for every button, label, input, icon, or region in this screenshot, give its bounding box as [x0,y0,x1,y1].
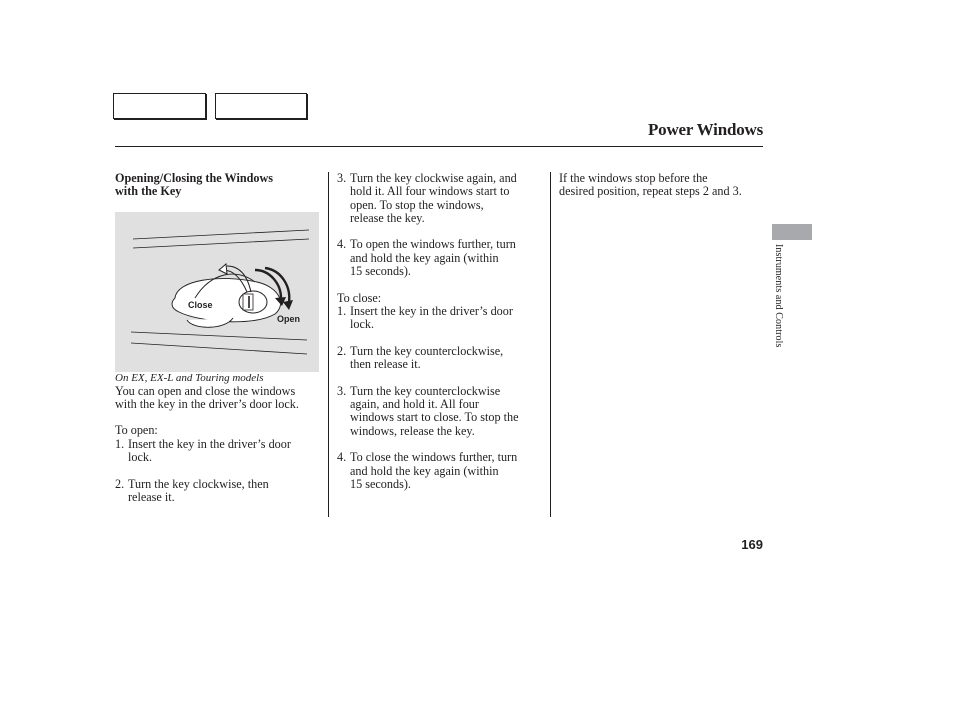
list-item: 3. Turn the key clockwise again, and hold it. All four windows start to open. To stop the windows, release the key. [337,171,517,225]
list-item: 4. To close the windows further, turn and hold the key again (within 15 seconds). [337,450,518,491]
list-item: 4. To open the windows further, turn and hold the key again (within 15 seconds). [337,237,516,279]
column-2 [337,172,543,491]
list-item: 3. Turn the key counterclockwise again, and hold it. All four windows start to close. To stop the windows, release the key. [337,383,519,438]
section-tab-marker [772,224,812,240]
section-heading: Opening/Closing the Windows with the Key [115,171,274,199]
next-page-button[interactable] [215,93,307,119]
to-open-heading: To open: [115,423,158,438]
header-rule [115,146,763,147]
page-number: 169 [741,537,763,552]
column-divider [550,172,551,517]
list-item: 1. Insert the key in the driver’s door lock. [337,303,513,332]
list-item: 1. Insert the key in the driver’s door lock. [115,436,291,465]
previous-page-button[interactable] [113,93,206,119]
list-item: 2. Turn the key counterclockwise, then release it. [337,343,504,372]
intro-paragraph: You can open and close the windows with the key in the driver’s door lock. [115,383,299,411]
to-close-heading: To close: [337,290,382,305]
door-lock-diagram [115,212,319,372]
list-item: 2. Turn the key clockwise, then release it. [115,476,269,504]
key-lock-illustration [115,212,319,372]
open-label: Open [277,313,301,324]
section-tab-label: Instruments and Controls [773,244,784,348]
note-paragraph: If the windows stop before the desired position, repeat steps 2 and 3. [559,171,742,199]
column-1 [115,172,325,504]
column-3 [559,172,767,199]
close-label: Close [188,299,213,310]
figure-caption: On EX, EX-L and Touring models [115,371,264,384]
page-title: Power Windows [647,120,763,139]
column-divider [328,172,329,517]
